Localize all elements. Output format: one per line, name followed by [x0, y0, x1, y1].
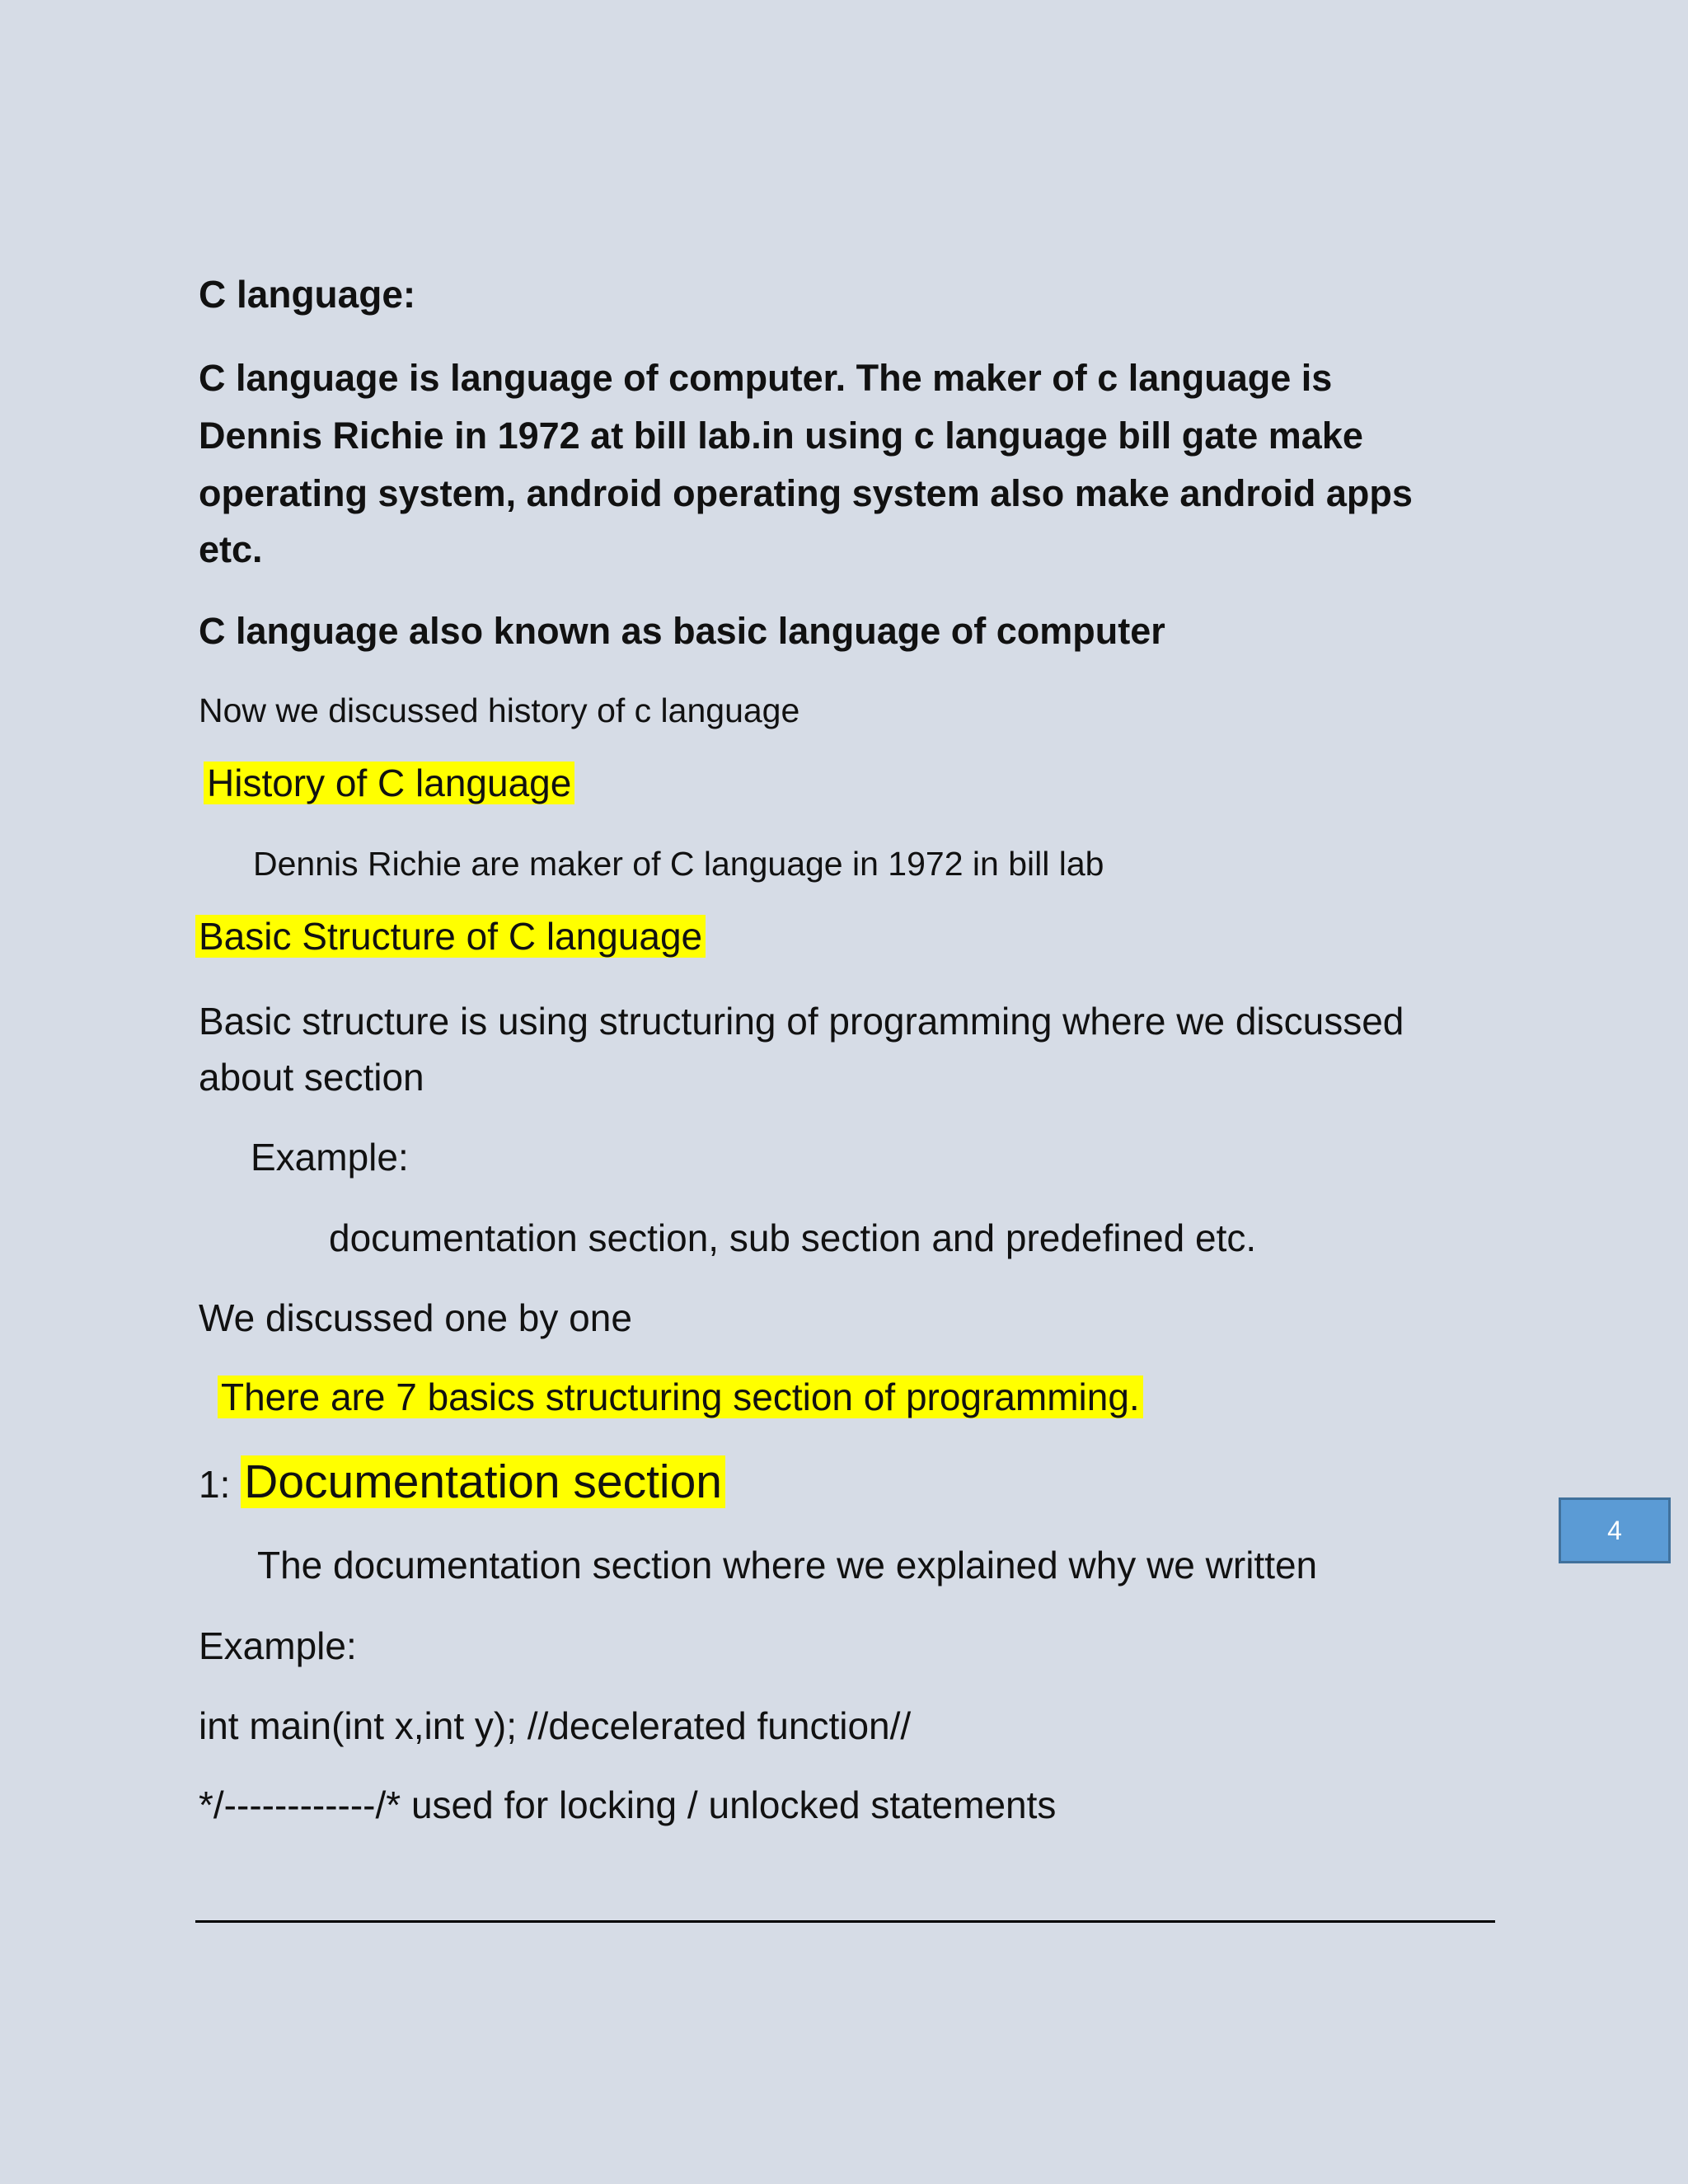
discussed-history-text: Now we discussed history of c language: [199, 691, 800, 729]
one-by-one-text: We discussed one by one: [199, 1296, 632, 1339]
page-heading: C language:: [199, 273, 416, 316]
page-number: 4: [1607, 1515, 1622, 1545]
structure-example-label: Example:: [251, 1136, 409, 1179]
history-title: History of C language: [204, 762, 574, 804]
known-as-text: C language also known as basic language of computer: [199, 610, 1165, 652]
intro-line-1: C language is language of computer. The maker of c language is: [199, 357, 1333, 399]
structure-line-2: about section: [199, 1056, 424, 1099]
structure-line-1: Basic structure is using structuring of programming where we discussed: [199, 1000, 1404, 1043]
seven-sections-text: There are 7 basics structuring section of programming.: [218, 1376, 1143, 1418]
intro-line-2: Dennis Richie in 1972 at bill lab.in using c language bill gate make: [199, 415, 1363, 457]
code-line-1: int main(int x,int y); //decelerated function//: [199, 1704, 912, 1747]
history-text: Dennis Richie are maker of C language in 1972 in bill lab: [253, 845, 1104, 883]
intro-line-4: etc.: [199, 528, 263, 570]
structure-example-text: documentation section, sub section and predefined etc.: [329, 1216, 1257, 1259]
code-line-2: */------------/* used for locking / unlocked statements: [199, 1783, 1057, 1826]
documentation-text: The documentation section where we explained why we written: [257, 1544, 1318, 1586]
documentation-heading: [199, 1454, 725, 1510]
structure-title: Basic Structure of C language: [195, 915, 706, 958]
intro-line-3: operating system, android operating system also make android apps: [199, 472, 1413, 514]
documentation-example-label: Example:: [199, 1624, 357, 1667]
documentation-number: 1:: [199, 1463, 241, 1506]
page-number-box: [1559, 1497, 1671, 1563]
footer-divider: [195, 1920, 1495, 1923]
documentation-title: Documentation section: [241, 1455, 725, 1508]
